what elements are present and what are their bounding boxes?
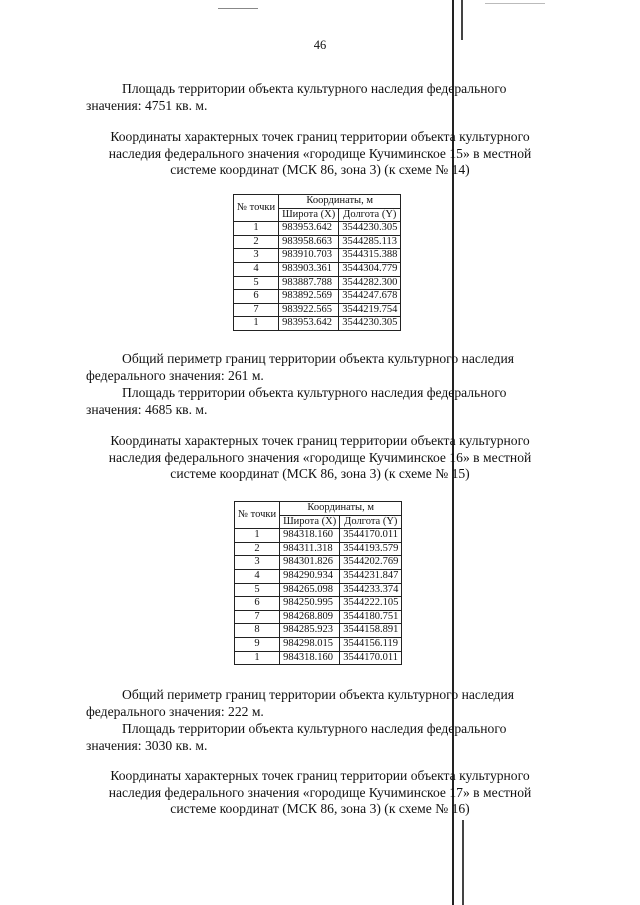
area-paragraph <box>86 720 566 754</box>
cell-latitude: 983958.663 <box>279 235 339 249</box>
table-row <box>235 624 402 638</box>
cell-point-number: 4 <box>234 262 279 276</box>
cell-longitude: 3544230.305 <box>339 317 401 331</box>
coordinates-table <box>233 194 401 331</box>
table-row <box>234 303 401 317</box>
cell-longitude: 3544233.374 <box>340 583 402 597</box>
area-paragraph <box>86 384 566 418</box>
table-header-row <box>234 195 401 209</box>
cell-longitude: 3544193.579 <box>340 542 402 556</box>
paragraph-line: значения: 4751 кв. м. <box>86 98 208 113</box>
cell-point-number: 5 <box>235 583 280 597</box>
cell-longitude: 3544222.105 <box>340 597 402 611</box>
cell-point-number: 1 <box>234 222 279 236</box>
cell-point-number: 4 <box>235 569 280 583</box>
table-row <box>234 262 401 276</box>
table-header-row <box>235 502 402 516</box>
cell-longitude: 3544315.388 <box>339 249 401 263</box>
cell-latitude: 984311.318 <box>280 542 340 556</box>
cell-longitude: 3544231.847 <box>340 569 402 583</box>
cell-latitude: 984301.826 <box>280 556 340 570</box>
paragraph-line: Общий периметр границ территории объекта культурного наследия <box>122 687 515 702</box>
cell-latitude: 983953.642 <box>279 317 339 331</box>
table-row <box>235 597 402 611</box>
section-heading <box>70 129 570 179</box>
paragraph-line: Площадь территории объекта культурного наследия федерального <box>122 81 507 96</box>
cell-latitude: 984318.160 <box>280 651 340 665</box>
area-paragraph <box>86 80 556 114</box>
paragraph-line: федерального значения: 222 м. <box>86 704 264 719</box>
cell-latitude: 984250.995 <box>280 597 340 611</box>
heading-line: системе координат (МСК 86, зона 3) (к схеме № 15) <box>170 466 470 481</box>
cell-point-number: 3 <box>234 249 279 263</box>
cell-point-number: 1 <box>234 317 279 331</box>
cell-point-number: 6 <box>235 597 280 611</box>
coordinates-table <box>234 501 402 665</box>
cell-latitude: 984285.923 <box>280 624 340 638</box>
cell-point-number: 3 <box>235 556 280 570</box>
paragraph-line: значения: 3030 кв. м. <box>86 738 208 753</box>
perimeter-paragraph <box>86 350 566 384</box>
paragraph-line: Площадь территории объекта культурного наследия федерального <box>122 721 507 736</box>
table-row <box>234 276 401 290</box>
table-row <box>235 569 402 583</box>
paragraph-line: Площадь территории объекта культурного наследия федерального <box>122 385 507 400</box>
cell-point-number: 2 <box>234 235 279 249</box>
cell-latitude: 984265.098 <box>280 583 340 597</box>
cell-longitude: 3544230.305 <box>339 222 401 236</box>
cell-point-number: 1 <box>235 529 280 543</box>
scan-line <box>462 820 464 905</box>
cell-point-number: 5 <box>234 276 279 290</box>
heading-line: Координаты характерных точек границ территории объекта культурного <box>110 433 530 448</box>
cell-longitude: 3544170.011 <box>340 529 402 543</box>
cell-point-number: 6 <box>234 290 279 304</box>
table-row <box>235 651 402 665</box>
cell-longitude: 3544180.751 <box>340 610 402 624</box>
column-header-point: № точки <box>235 502 280 529</box>
heading-line: наследия федерального значения «городище Кучиминское 17» в местной <box>108 784 532 800</box>
cell-point-number: 1 <box>235 651 280 665</box>
cell-longitude: 3544170.011 <box>340 651 402 665</box>
cell-point-number: 7 <box>234 303 279 317</box>
column-header-coordinates: Координаты, м <box>280 502 402 516</box>
paragraph-line: федерального значения: 261 м. <box>86 368 264 383</box>
heading-line: Координаты характерных точек границ территории объекта культурного <box>110 129 530 144</box>
cell-point-number: 8 <box>235 624 280 638</box>
table-row <box>235 556 402 570</box>
cell-longitude: 3544158.891 <box>340 624 402 638</box>
heading-line: Координаты характерных точек границ территории объекта культурного <box>110 768 530 783</box>
table-row <box>235 610 402 624</box>
cell-longitude: 3544285.113 <box>339 235 401 249</box>
perimeter-paragraph <box>86 686 566 720</box>
heading-line: наследия федерального значения «городище Кучиминское 16» в местной <box>108 449 532 465</box>
cell-longitude: 3544247.678 <box>339 290 401 304</box>
cell-latitude: 984298.015 <box>280 637 340 651</box>
cell-latitude: 983887.788 <box>279 276 339 290</box>
column-header-longitude: Долгота (Y) <box>339 208 401 222</box>
table-row <box>235 542 402 556</box>
cell-latitude: 983892.569 <box>279 290 339 304</box>
cell-latitude: 984290.934 <box>280 569 340 583</box>
cell-latitude: 983922.565 <box>279 303 339 317</box>
section-heading <box>70 768 570 818</box>
table-row <box>235 637 402 651</box>
cell-longitude: 3544156.119 <box>340 637 402 651</box>
cell-point-number: 2 <box>235 542 280 556</box>
cell-longitude: 3544202.769 <box>340 556 402 570</box>
table-row <box>235 529 402 543</box>
column-header-latitude: Широта (X) <box>280 515 340 529</box>
scan-speck <box>218 8 258 9</box>
cell-longitude: 3544304.779 <box>339 262 401 276</box>
paragraph-line: значения: 4685 кв. м. <box>86 402 208 417</box>
cell-latitude: 983953.642 <box>279 222 339 236</box>
table-row <box>234 317 401 331</box>
heading-line: системе координат (МСК 86, зона 3) (к схеме № 14) <box>170 162 470 177</box>
column-header-longitude: Долгота (Y) <box>340 515 402 529</box>
cell-latitude: 983903.361 <box>279 262 339 276</box>
column-header-point: № точки <box>234 195 279 222</box>
section-heading <box>70 433 570 483</box>
cell-latitude: 983910.703 <box>279 249 339 263</box>
cell-longitude: 3544219.754 <box>339 303 401 317</box>
cell-point-number: 9 <box>235 637 280 651</box>
cell-longitude: 3544282.300 <box>339 276 401 290</box>
scan-line <box>461 0 463 40</box>
table-row <box>234 235 401 249</box>
column-header-latitude: Широта (X) <box>279 208 339 222</box>
table-row <box>234 222 401 236</box>
column-header-coordinates: Координаты, м <box>279 195 401 209</box>
heading-line: системе координат (МСК 86, зона 3) (к схеме № 16) <box>170 801 470 816</box>
paragraph-line: Общий периметр границ территории объекта культурного наследия <box>122 351 515 366</box>
table-row <box>234 249 401 263</box>
scan-speck <box>485 3 545 4</box>
cell-point-number: 7 <box>235 610 280 624</box>
table-row <box>235 583 402 597</box>
cell-latitude: 984268.809 <box>280 610 340 624</box>
cell-latitude: 984318.160 <box>280 529 340 543</box>
heading-line: наследия федерального значения «городище Кучиминское 15» в местной <box>108 145 532 161</box>
page-number: 46 <box>313 38 327 52</box>
table-row <box>234 290 401 304</box>
